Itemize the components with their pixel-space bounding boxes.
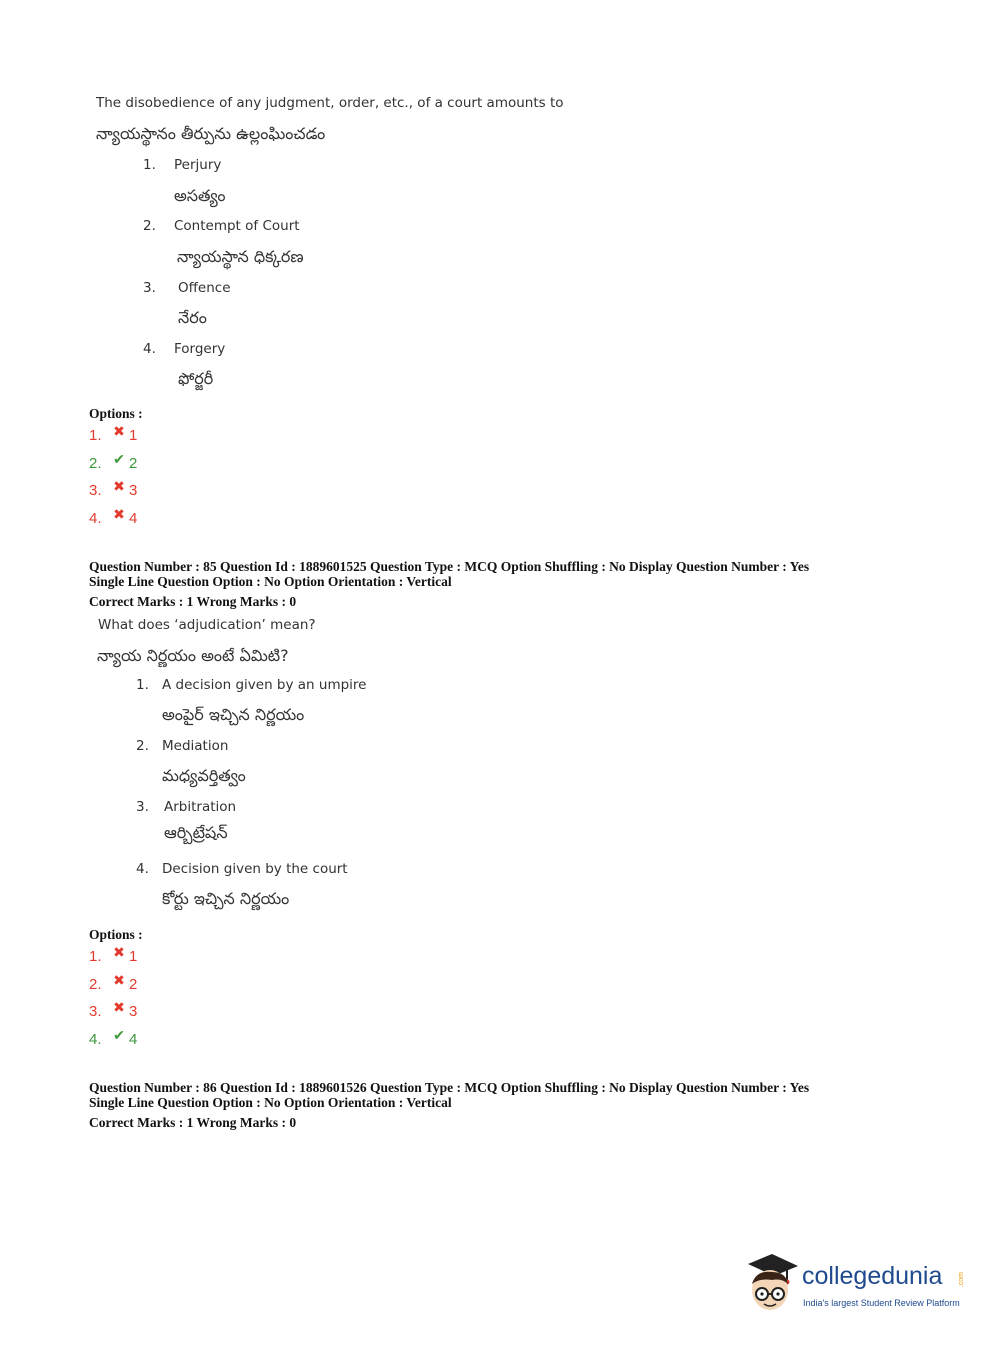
- q85-option-4-number: 4.: [136, 861, 149, 877]
- q84-option-4-te: ఫోర్జరీ: [178, 369, 214, 388]
- q85-option-1-te: అంపైర్ ఇచ్చిన నిర్ణయం: [162, 705, 305, 724]
- check-icon: ✔: [113, 451, 125, 467]
- answer-number: 4.: [89, 1031, 102, 1048]
- question-84-text-te: న్యాయస్థానం తీర్పును ఉల్లంఘించడం: [96, 124, 326, 143]
- cross-icon: ✖: [113, 423, 125, 439]
- q85-option-2-number: 2.: [136, 738, 149, 754]
- q85-meta-line-1: Question Number : 85 Question Id : 1889601525 Question Type : MCQ Option Shuffling : No Display Question Number : Yes: [89, 559, 810, 574]
- answer-value: 3: [129, 482, 138, 499]
- answer-value: 4: [129, 510, 138, 527]
- mascot-icon: [742, 1250, 800, 1320]
- q84-option-1-number: 1.: [143, 157, 156, 173]
- q84-options-label: Options :: [89, 406, 143, 421]
- logo-tagline: India's largest Student Review Platform: [803, 1298, 960, 1308]
- q84-option-1-te: అసత్యం: [174, 186, 226, 205]
- q84-answer-row-1: [89, 423, 138, 444]
- q85-answer-row-4: [89, 1027, 138, 1048]
- q85-option-2-te: మధ్యవర్తిత్వం: [162, 766, 246, 785]
- q84-option-2-number: 2.: [143, 218, 156, 234]
- answer-value: 2: [129, 976, 138, 993]
- q84-option-2-en: Contempt of Court: [174, 218, 300, 234]
- q85-option-2-en: Mediation: [162, 738, 229, 754]
- cross-icon: ✖: [113, 478, 125, 494]
- q85-answer-row-2: [89, 972, 138, 993]
- q85-meta-line-2: Single Line Question Option : No Option Orientation : Vertical: [89, 574, 452, 589]
- answer-number: 1.: [89, 948, 102, 965]
- cross-icon: ✖: [113, 972, 125, 988]
- q84-option-4-en: Forgery: [174, 341, 226, 357]
- q85-option-3-en: Arbitration: [164, 799, 237, 815]
- q85-option-4-en: Decision given by the court: [162, 861, 348, 877]
- cross-icon: ✖: [113, 944, 125, 960]
- q85-option-4-te: కోర్టు ఇచ్చిన నిర్ణయం: [162, 889, 290, 908]
- check-icon: ✔: [113, 1027, 125, 1043]
- q85-marks: Correct Marks : 1 Wrong Marks : 0: [89, 594, 297, 609]
- q84-answer-row-4: [89, 506, 138, 527]
- q85-answer-row-3: [89, 999, 138, 1020]
- q86-marks: Correct Marks : 1 Wrong Marks : 0: [89, 1115, 297, 1130]
- answer-number: 1.: [89, 427, 102, 444]
- q84-option-4-number: 4.: [143, 341, 156, 357]
- cross-icon: ✖: [113, 999, 125, 1015]
- q85-options-label: Options :: [89, 927, 143, 942]
- q85-option-1-number: 1.: [136, 677, 149, 693]
- answer-number: 2.: [89, 455, 102, 472]
- q85-option-3-number: 3.: [136, 799, 149, 815]
- answer-value: 2: [129, 455, 138, 472]
- q85-option-3-te: ఆర్బిట్రేషన్: [164, 823, 228, 842]
- q86-meta-line-2: Single Line Question Option : No Option Orientation : Vertical: [89, 1095, 452, 1110]
- q85-answer-row-1: [89, 944, 138, 965]
- q84-option-3-number: 3.: [143, 280, 156, 296]
- answer-number: 2.: [89, 976, 102, 993]
- answer-value: 1: [129, 427, 138, 444]
- question-85-text-te: న్యాయ నిర్ణయం అంటే ఏమిటి?: [97, 646, 289, 665]
- logo-wordmark: collegedunia: [802, 1262, 943, 1290]
- logo-domain-suffix: .com: [958, 1272, 965, 1288]
- q84-option-3-te: నేరం: [178, 308, 207, 327]
- question-84-text-en: The disobedience of any judgment, order, etc., of a court amounts to: [96, 95, 564, 111]
- q85-option-1-en: A decision given by an umpire: [162, 677, 367, 693]
- answer-value: 1: [129, 948, 138, 965]
- q84-option-2-te: న్యాయస్థాన ధిక్కరణ: [177, 247, 304, 266]
- cross-icon: ✖: [113, 506, 125, 522]
- q86-meta-line-1: Question Number : 86 Question Id : 1889601526 Question Type : MCQ Option Shuffling : No Display Question Number : Yes: [89, 1080, 810, 1095]
- q84-option-1-en: Perjury: [174, 157, 222, 173]
- question-85-text-en: What does ‘adjudication’ mean?: [98, 617, 316, 633]
- answer-value: 4: [129, 1031, 138, 1048]
- collegedunia-logo: [742, 1250, 972, 1320]
- answer-number: 4.: [89, 510, 102, 527]
- q84-answer-row-3: [89, 478, 138, 499]
- answer-number: 3.: [89, 482, 102, 499]
- answer-number: 3.: [89, 1003, 102, 1020]
- q84-option-3-en: Offence: [178, 280, 231, 296]
- q84-answer-row-2: [89, 451, 138, 472]
- answer-value: 3: [129, 1003, 138, 1020]
